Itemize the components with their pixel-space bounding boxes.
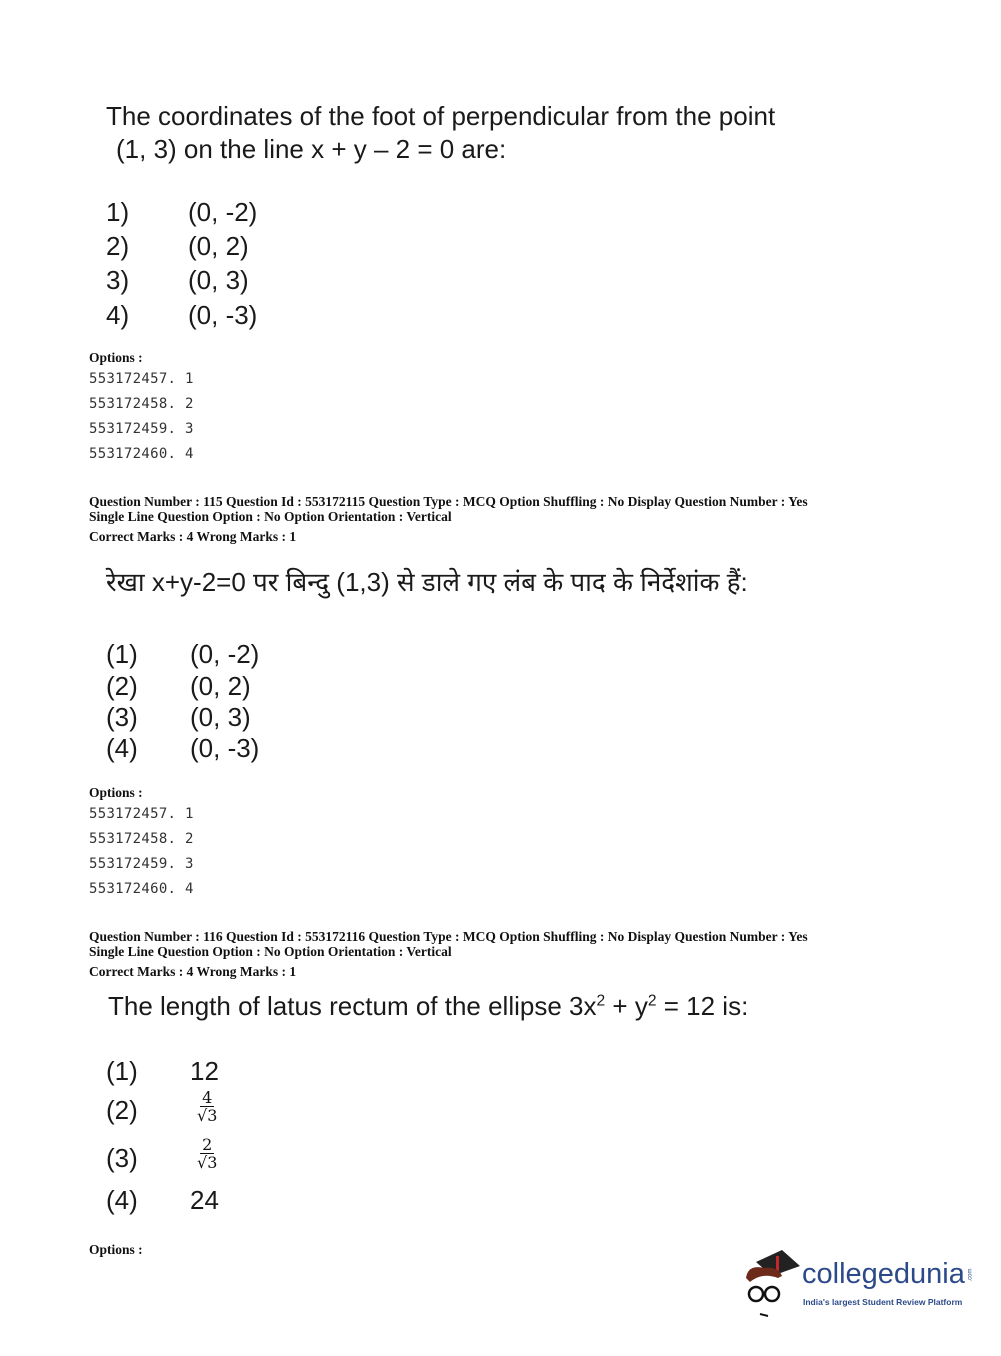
q115-option-value: (0, -3) (190, 733, 260, 763)
q115-option-value: (0, -2) (190, 639, 260, 669)
question-114-line2: (1, 3) on the line x + y – 2 = 0 are: (116, 134, 507, 164)
q115-option-num: (4) (106, 733, 138, 763)
collegedunia-logo (742, 1248, 972, 1320)
question-116-text (108, 991, 748, 1022)
question-marks: Correct Marks : 4 Wrong Marks : 1 (89, 964, 297, 979)
q115-option-num: (2) (106, 671, 138, 701)
exponent: 2 (647, 992, 657, 1010)
q116-option-num: (2) (106, 1095, 138, 1125)
q115-option-num: (1) (106, 639, 138, 669)
option-id: 553172457. 1 (89, 371, 194, 387)
q114-option-value: (0, 3) (188, 265, 249, 295)
options-label: Options : (89, 785, 143, 800)
numerator: 2 (202, 1135, 213, 1154)
q115-option-value: (0, 2) (190, 671, 251, 701)
question-meta: Question Number : 115 Question Id : 553172115 Question Type : MCQ Option Shuffling : No Display Question Number : Yes (89, 494, 808, 509)
logo-com: .com (967, 1268, 974, 1282)
question-meta: Question Number : 116 Question Id : 553172116 Question Type : MCQ Option Shuffling : No Display Question Number : Yes (89, 929, 808, 944)
denominator: √3 (197, 1153, 218, 1172)
q114-option-num: 4) (106, 300, 130, 330)
q116-option-value: 24 (190, 1185, 219, 1215)
question-115-text: रेखा x+y-2=0 पर बिन्दु (1,3) से डाले गए लंब के पाद के निर्देशांक हैं: (106, 567, 748, 597)
q114-option-num: 2) (106, 231, 130, 261)
q116-option-value: 12 (190, 1056, 219, 1086)
mascot-icon (742, 1248, 802, 1318)
numerator: 4 (202, 1088, 213, 1107)
text: The length of latus rectum of the ellipse 3x (108, 991, 597, 1021)
logo-wordmark: collegedunia (802, 1258, 965, 1290)
q114-option-num: 1) (106, 197, 130, 227)
q116-option-num: (1) (106, 1056, 138, 1086)
q116-option-num: (3) (106, 1143, 138, 1173)
option-id: 553172458. 2 (89, 396, 194, 412)
exponent: 2 (596, 992, 606, 1010)
question-114-line1: The coordinates of the foot of perpendicular from the point (106, 101, 776, 131)
q114-option-value: (0, -2) (188, 197, 258, 227)
q116-option-num: (4) (106, 1185, 138, 1215)
question-meta: Single Line Question Option : No Option Orientation : Vertical (89, 944, 452, 959)
q115-option-value: (0, 3) (190, 702, 251, 732)
question-marks: Correct Marks : 4 Wrong Marks : 1 (89, 529, 297, 544)
option-id: 553172459. 3 (89, 421, 194, 437)
text: + y (605, 991, 648, 1021)
options-label: Options : (89, 350, 143, 365)
question-meta: Single Line Question Option : No Option Orientation : Vertical (89, 509, 452, 524)
q115-option-num: (3) (106, 702, 138, 732)
q114-option-value: (0, 2) (188, 231, 249, 261)
option-id: 553172459. 3 (89, 856, 194, 872)
text: = 12 is: (656, 991, 749, 1021)
logo-tagline: India's largest Student Review Platform (803, 1297, 963, 1307)
options-label: Options : (89, 1242, 143, 1257)
option-id: 553172458. 2 (89, 831, 194, 847)
q114-option-num: 3) (106, 265, 130, 295)
q116-option-fraction (197, 1136, 217, 1171)
denominator: √3 (197, 1106, 218, 1125)
option-id: 553172457. 1 (89, 806, 194, 822)
q114-option-value: (0, -3) (188, 300, 258, 330)
option-id: 553172460. 4 (89, 446, 194, 462)
option-id: 553172460. 4 (89, 881, 194, 897)
q116-option-fraction (197, 1089, 217, 1124)
